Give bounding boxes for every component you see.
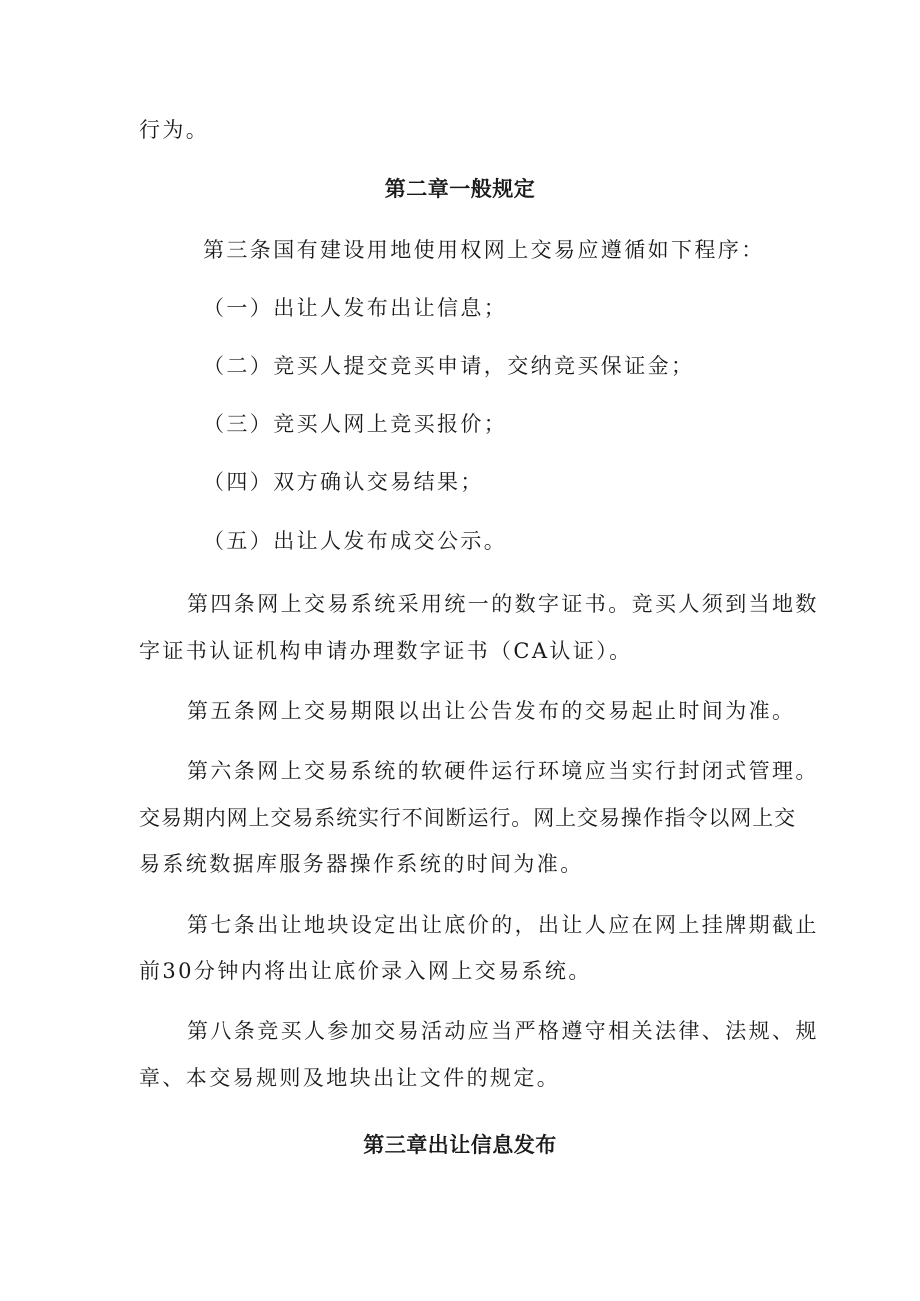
list-item: （二）竞买人提交竞买申请，交纳竞买保证金； [203, 354, 695, 378]
article-6-line: 交易期内网上交易系统实行不间断运行。网上交易操作指令以网上交 [139, 806, 796, 830]
article-7-line: 前30分钟内将出让底价录入网上交易系统。 [139, 959, 592, 983]
article-6-line: 第六条网上交易系统的软硬件运行环境应当实行封闭式管理。 [187, 759, 819, 783]
article-6-line: 易系统数据库服务器操作系统的时间为准。 [139, 852, 584, 876]
list-item: （五）出让人发布成交公示。 [203, 529, 508, 553]
article-5-line: 第五条网上交易期限以出让公告发布的交易起止时间为准。 [187, 699, 796, 723]
article-8-line: 第八条竞买人参加交易活动应当严格遵守相关法律、法规、规 [187, 1019, 819, 1043]
article-7-line: 第七条出让地块设定出让底价的，出让人应在网上挂牌期截止 [187, 913, 819, 937]
article-3-line: 第三条国有建设用地使用权网上交易应遵循如下程序： [203, 238, 765, 262]
list-item: （四）双方确认交易结果； [203, 470, 484, 494]
article-4-line: 字证书认证机构申请办理数字证书（CA认证）。 [139, 639, 633, 663]
article-4-line: 第四条网上交易系统采用统一的数字证书。竞买人须到当地数 [187, 592, 819, 616]
chapter-heading: 第二章一般规定 [384, 177, 536, 201]
list-item: （三）竞买人网上竞买报价； [203, 412, 508, 436]
article-8-line: 章、本交易规则及地块出让文件的规定。 [139, 1066, 561, 1090]
paragraph-line: 行为。 [139, 118, 210, 142]
list-item: （一）出让人发布出让信息； [203, 296, 508, 320]
chapter-heading: 第三章出让信息发布 [363, 1133, 557, 1157]
